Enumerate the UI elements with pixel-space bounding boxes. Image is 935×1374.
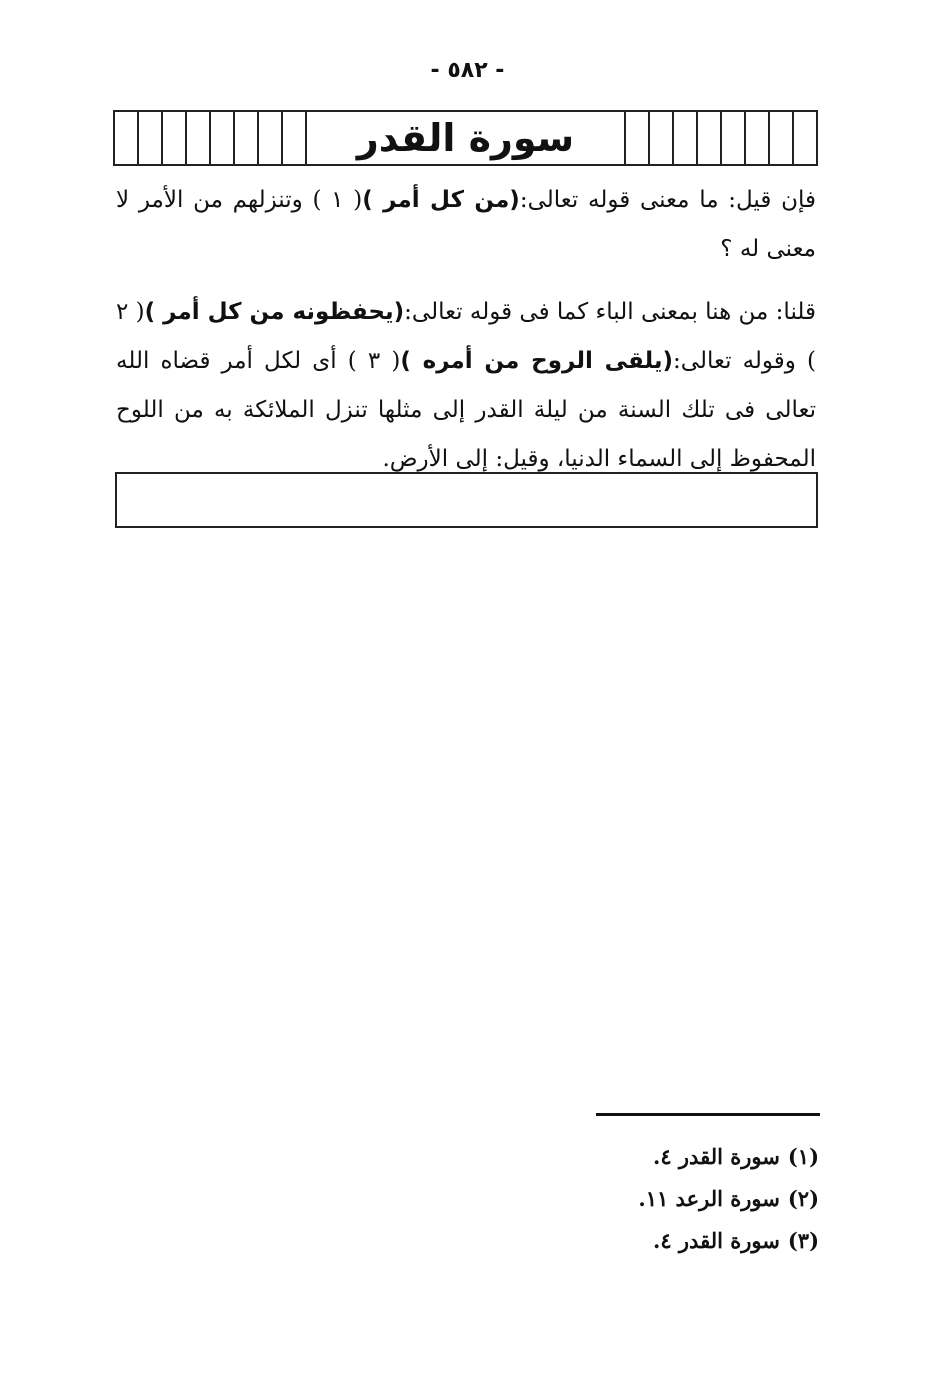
- surah-title-box: [113, 110, 818, 166]
- page-number: - ٥٨٢ -: [430, 58, 505, 83]
- footnote-text: سورة القدر ٤.: [653, 1144, 780, 1169]
- paragraph-question: [116, 176, 816, 274]
- quran-quote: (يحفظونه من كل أمر ): [144, 299, 405, 325]
- title-box-left-ornament: [115, 112, 307, 164]
- footnote-number: (٣): [787, 1228, 819, 1253]
- paragraph-question-text-2: ( ١ ) وتنزلهم من الأمر لا معنى له ؟: [116, 187, 816, 262]
- footnote-number: (٢): [787, 1186, 819, 1211]
- paragraph-question-text-1: فإن قيل: ما معنى قوله تعالى:: [519, 187, 816, 213]
- footnotes: [559, 1136, 819, 1262]
- body-text: [116, 176, 816, 498]
- paragraph-answer-text-3: ( ٣ ) أى لكل أمر قضاه الله تعالى فى تلك السنة من ليلة القدر إلى مثلها تنزل الملائكة به من اللوح المحفوظ إلى السماء الدنيا، وقيل: إلى الأرض.: [116, 348, 816, 472]
- section-end-box: [115, 472, 818, 528]
- title-box-right-ornament: [624, 112, 816, 164]
- footnote-item: [559, 1220, 819, 1262]
- footnote-number: (١): [787, 1144, 819, 1169]
- quran-quote: (يلقى الروح من أمره ): [400, 348, 674, 374]
- paragraph-answer-text-1: قلنا: من هنا بمعنى الباء كما فى قوله تعالى:: [404, 299, 816, 325]
- paragraph-answer: [116, 288, 816, 484]
- paragraph-answer-text-2: ( ٢ ) وقوله تعالى:: [115, 299, 816, 374]
- footnote-divider: [596, 1113, 820, 1116]
- footnote-text: سورة القدر ٤.: [653, 1228, 780, 1253]
- surah-title: سورة القدر: [356, 116, 575, 160]
- footnote-text: سورة الرعد ١١.: [638, 1186, 780, 1211]
- quran-quote: (من كل أمر ): [362, 187, 520, 213]
- footnote-item: [559, 1136, 819, 1178]
- footnote-item: [559, 1178, 819, 1220]
